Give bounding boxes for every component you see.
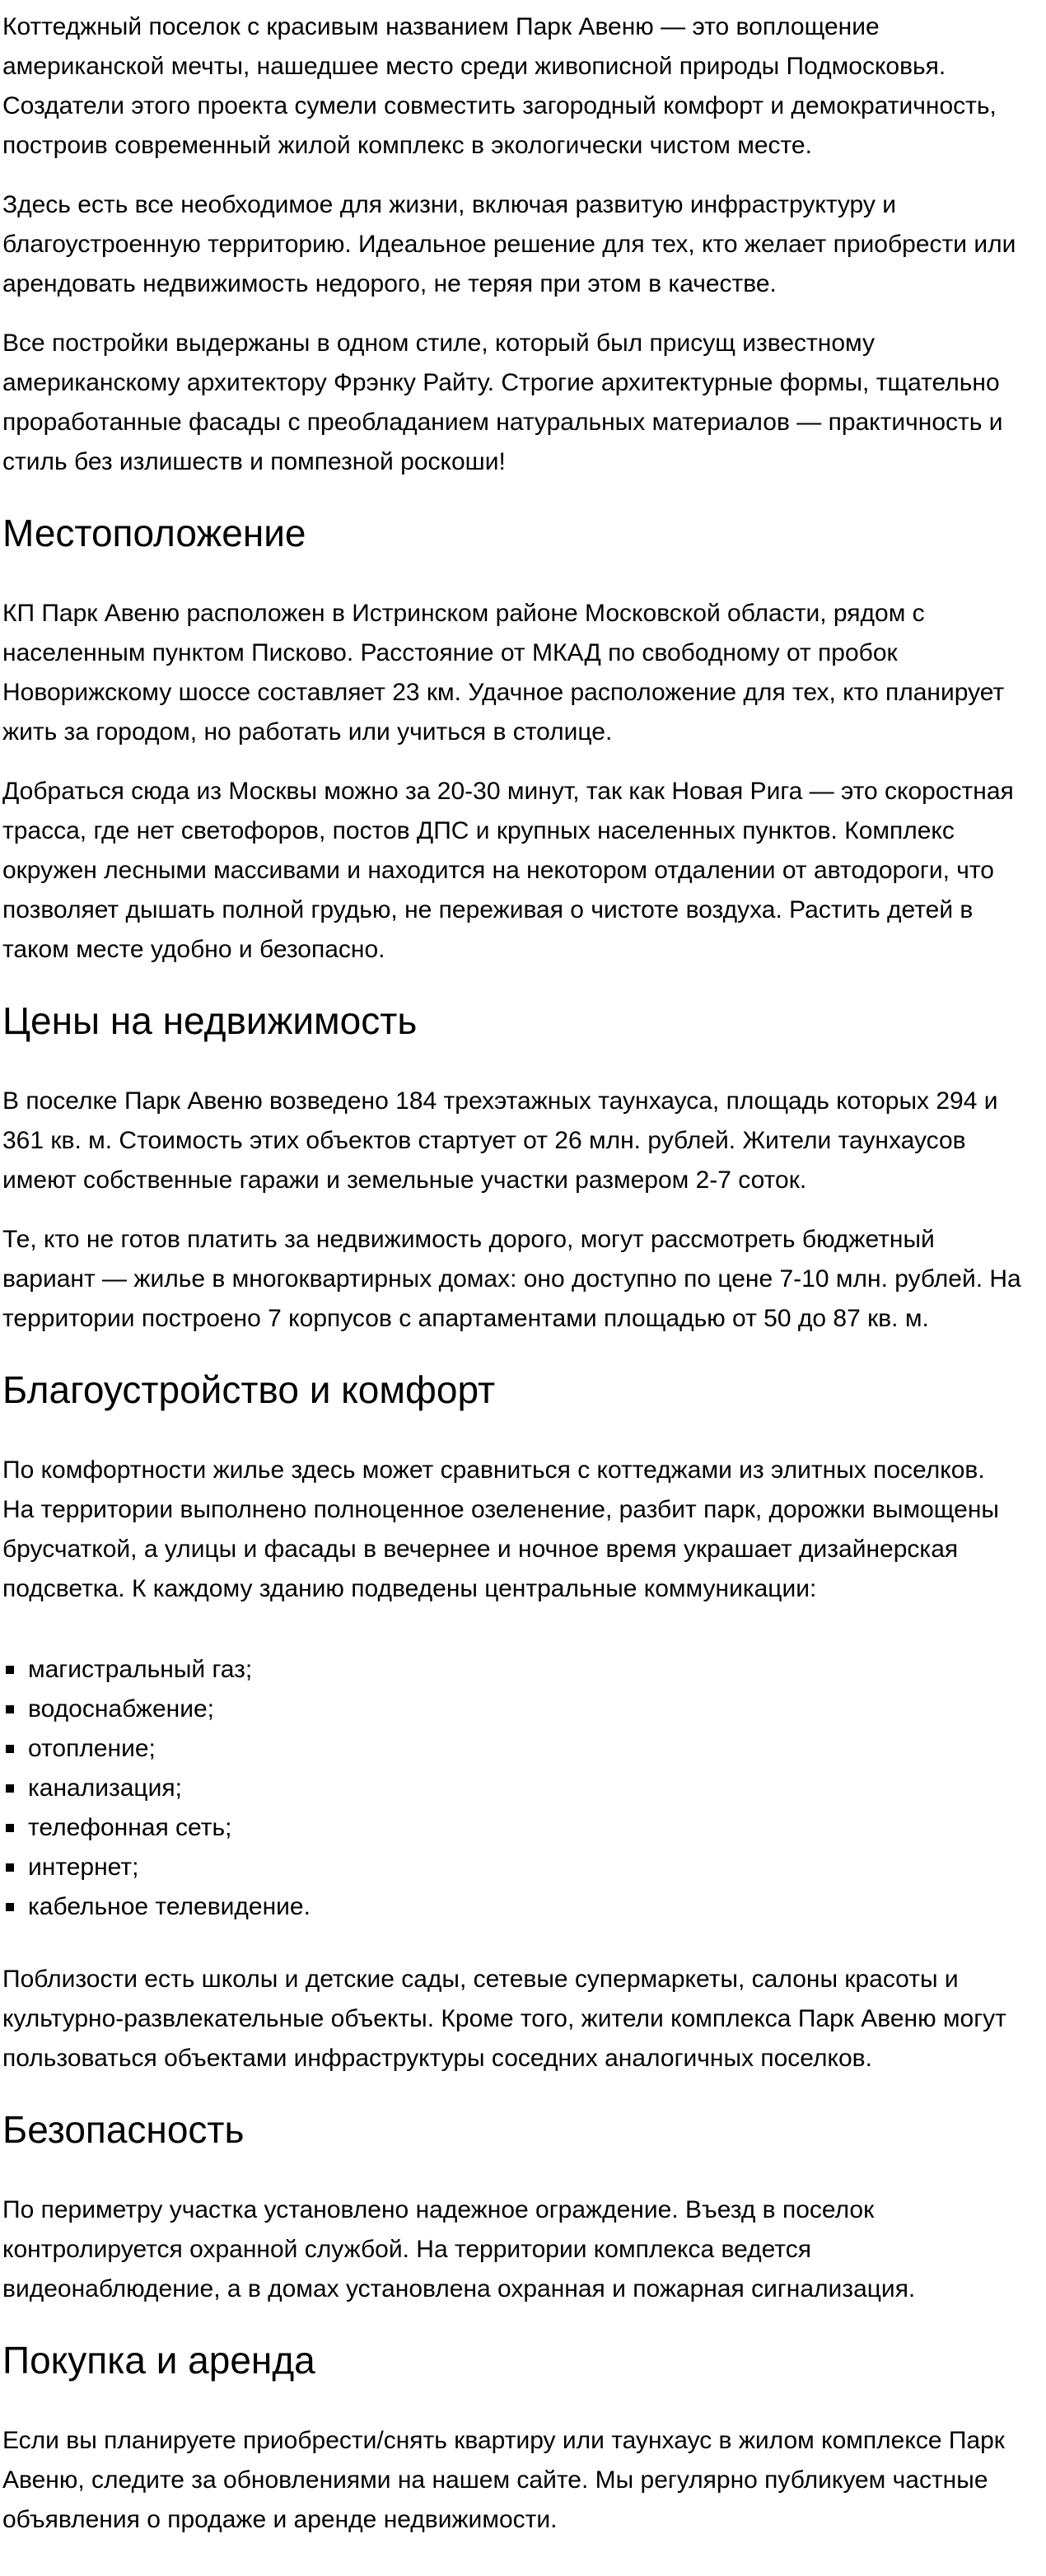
list-item-label: интернет; [28, 1854, 139, 1881]
square-bullet-icon [6, 1666, 14, 1674]
intro-paragraph: Коттеджный поселок с красивым названием Парк Авеню — это воплощение американской мечты, нашедшее место среди живописной природы Подмосковья. Создатели этого проекта сумели совместить загородный комфорт и демократичность, построив современный жилой комплекс в экологически чистом месте. [2, 13, 997, 159]
paragraph: В поселке Парк Авеню возведено 184 трехэтажных таунхауса, площадь которых 294 и 361 кв. м. Стоимость этих объектов стартует от 26 млн. рублей. Жители таунхаусов имеют собственные гаражи и земельные участки размером 2-7 соток. [2, 1087, 998, 1194]
list-item [2, 1769, 1021, 1808]
list-item-label: кабельное телевидение. [28, 1893, 311, 1920]
paragraph: Если вы планируете приобрести/снять квартиру или таунхаус в жилом комплексе Парк Авеню, следите за обновлениями на нашем сайте. Мы регулярно публикуем частные объявления о продаже и аренде недвижимости. [2, 2427, 1005, 2533]
list-item [2, 1808, 1021, 1848]
utilities-list [2, 1650, 1021, 1927]
list-item-label: канализация; [28, 1774, 182, 1802]
square-bullet-icon [6, 1863, 14, 1872]
section-heading-location: Местоположение [2, 512, 306, 554]
square-bullet-icon [6, 1745, 14, 1753]
paragraph: По периметру участка установлено надежное ограждение. Въезд в поселок контролируется охранной службой. На территории комплекса ведется видеонаблюдение, а в домах установлена охранная и пожарная сигнализация. [2, 2196, 916, 2303]
list-item-label: отопление; [28, 1735, 156, 1762]
paragraph: КП Парк Авеню расположен в Истринском районе Московской области, рядом с населенным пунктом Писково. Расстояние от МКАД по свободному от пробок Новорижскому шоссе составляет 23 км. Удачное расположение для тех, кто планирует жить за городом, но работать или учиться в столице. [2, 600, 1005, 746]
list-item-label: водоснабжение; [28, 1695, 215, 1723]
square-bullet-icon [6, 1903, 14, 1911]
section-heading-security: Безопасность [2, 2108, 245, 2151]
paragraph: По комфортности жилье здесь может сравниться с коттеджами из элитных поселков. На территории выполнено полноценное озеленение, разбит парк, дорожки вымощены брусчаткой, а улицы и фасады в вечернее и ночное время украшает дизайнерская подсветка. К каждому зданию подведены центральные коммуникации: [2, 1456, 999, 1602]
list-item [2, 1887, 1021, 1927]
intro-paragraph: Все постройки выдержаны в одном стиле, который был присущ известному американскому архитектору Фрэнку Райту. Строгие архитектурные формы, тщательно проработанные фасады с преобладанием натуральных материалов — практичность и стиль без излишеств и помпезной роскоши! [2, 330, 1003, 475]
list-item [2, 1690, 1021, 1729]
paragraph: Добраться сюда из Москвы можно за 20-30 минут, так как Новая Рига — это скоростная трасса, где нет светофоров, постов ДПС и крупных населенных пунктов. Комплекс окружен лесными массивами и находится на некотором отдалении от автодороги, что позволяет дышать полной грудью, не переживая о чистоте воздуха. Растить детей в таком месте удобно и безопасно. [2, 778, 1014, 963]
list-item-label: телефонная сеть; [28, 1814, 232, 1841]
intro-paragraph: Здесь есть все необходимое для жизни, включая развитую инфраструктуру и благоустроенную территорию. Идеальное решение для тех, кто желает приобрести или арендовать недвижимость недорого, не теряя при этом в качестве. [2, 191, 1016, 297]
list-item [2, 1650, 1021, 1690]
article-body [0, 7, 1046, 2576]
list-item-label: магистральный газ; [28, 1656, 253, 1683]
list-item [2, 1848, 1021, 1887]
square-bullet-icon [6, 1824, 14, 1832]
paragraph: Поблизости есть школы и детские сады, сетевые супермаркеты, салоны красоты и культурно-развлекательные объекты. Кроме того, жители комплекса Парк Авеню могут пользоваться объектами инфраструктуры соседних аналогичных поселков. [2, 1966, 1006, 2072]
section-heading-prices: Цены на недвижимость [2, 999, 418, 1042]
section-heading-amenities: Благоустройство и комфорт [2, 1368, 496, 1411]
list-item [2, 1729, 1021, 1769]
square-bullet-icon [6, 1705, 14, 1713]
section-heading-purchase-rent: Покупка и аренда [2, 2339, 315, 2382]
paragraph: Те, кто не готов платить за недвижимость дорого, могут рассмотреть бюджетный вариант — жилье в многоквартирных домах: оно доступно по цене 7-10 млн. рублей. На территории построено 7 корпусов с апартаментами площадью от 50 до 87 кв. м. [2, 1226, 1021, 1332]
square-bullet-icon [6, 1784, 14, 1793]
